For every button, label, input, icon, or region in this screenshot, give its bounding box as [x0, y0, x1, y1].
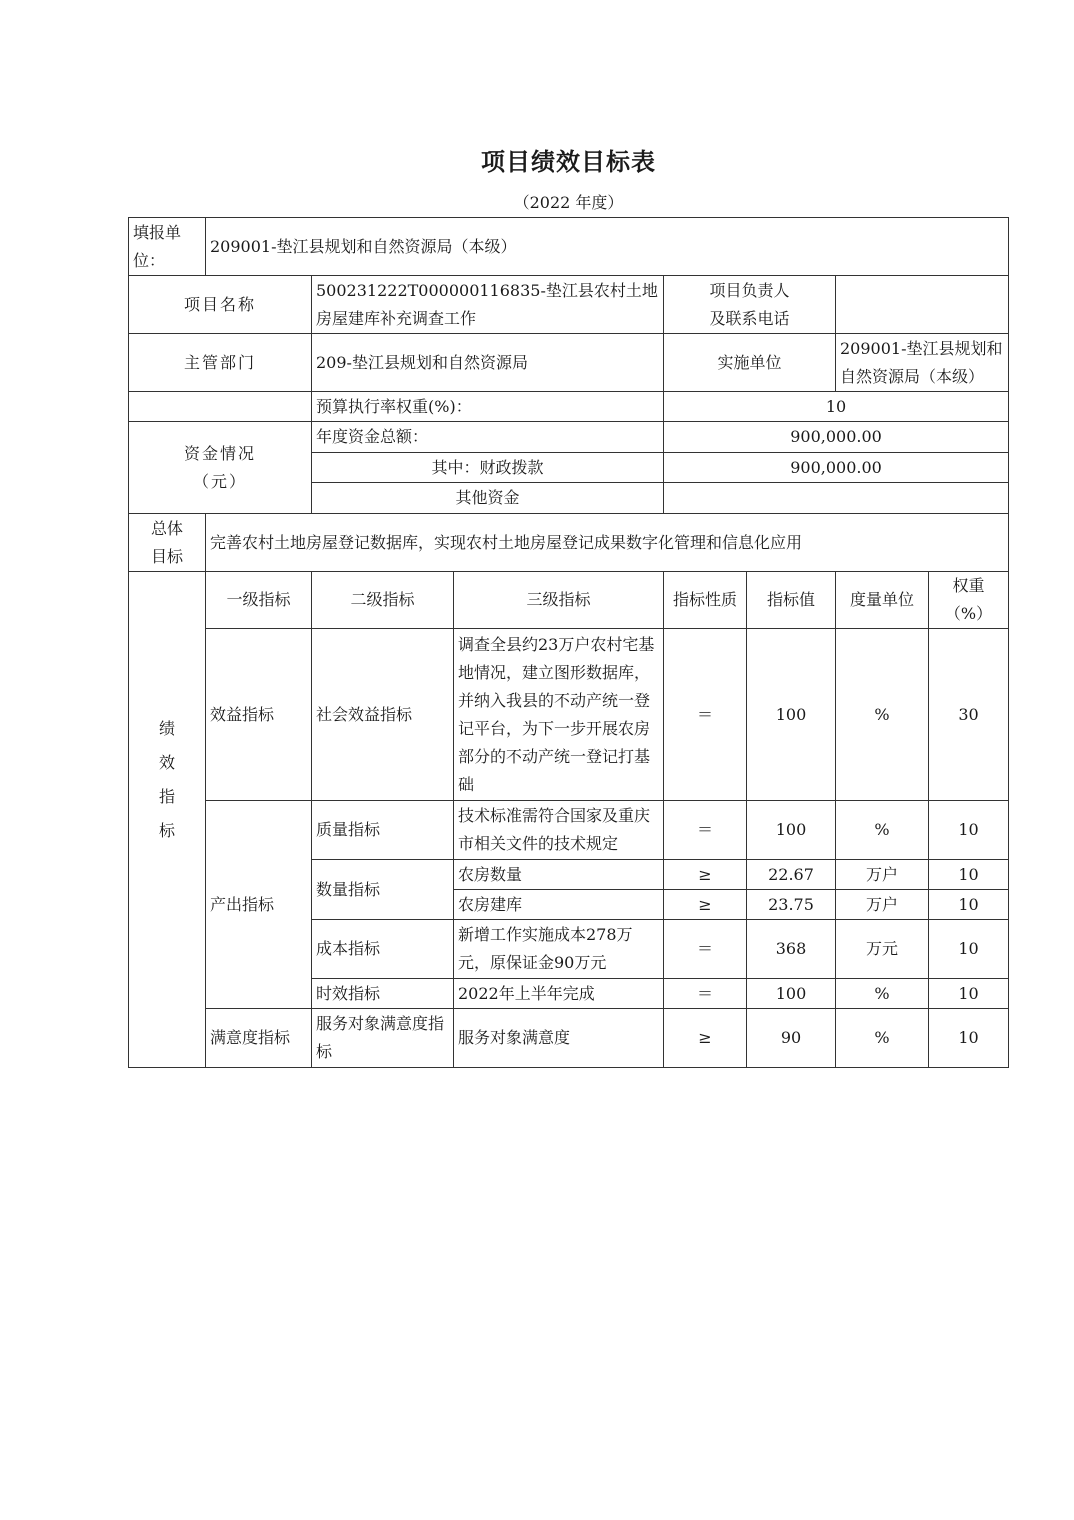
funds-total-label: 年度资金总额：	[312, 422, 664, 453]
reporting-unit-value: 209001-垫江县规划和自然资源局（本级）	[206, 218, 1009, 276]
table-row	[129, 801, 1009, 860]
header-weight: 权重（%）	[929, 572, 1009, 629]
indicator-value: 100	[747, 629, 836, 801]
indicator-l1: 产出指标	[206, 801, 312, 1009]
indicator-weight: 10	[929, 801, 1009, 860]
funds-fiscal-label: 其中：财政拨款	[312, 453, 664, 483]
reporting-unit-row	[129, 218, 1009, 276]
department-row	[129, 334, 1009, 392]
funds-total-value: 900,000.00	[664, 422, 1009, 453]
funds-other-label: 其他资金	[312, 483, 664, 514]
reporting-unit-label: 填报单位：	[129, 218, 206, 276]
indicator-weight: 30	[929, 629, 1009, 801]
header-l1: 一级指标	[206, 572, 312, 629]
indicator-l3: 2022年上半年完成	[454, 979, 664, 1009]
header-l2: 二级指标	[312, 572, 454, 629]
indicator-nature: ＝	[664, 920, 747, 979]
funds-fiscal-value: 900,000.00	[664, 453, 1009, 483]
indicator-unit: %	[836, 979, 929, 1009]
indicator-section-label: 绩效指标	[129, 572, 206, 1068]
indicator-unit: 万户	[836, 860, 929, 890]
project-row	[129, 276, 1009, 334]
overall-goal-label: 总体目标	[129, 514, 206, 572]
implementing-unit-label: 实施单位	[664, 334, 836, 392]
department-value: 209-垫江县规划和自然资源局	[312, 334, 664, 392]
header-l3: 三级指标	[454, 572, 664, 629]
indicator-nature: ＝	[664, 801, 747, 860]
indicator-l2: 社会效益指标	[312, 629, 454, 801]
indicator-l3: 服务对象满意度	[454, 1009, 664, 1068]
indicator-value: 368	[747, 920, 836, 979]
funds-label: 资金情况（元）	[129, 422, 312, 514]
indicator-l2: 服务对象满意度指标	[312, 1009, 454, 1068]
budget-rate-blank	[129, 392, 312, 422]
indicator-value: 100	[747, 801, 836, 860]
indicator-l3: 调查全县约23万户农村宅基地情况，建立图形数据库，并纳入我县的不动产统一登记平台，为下一步开展农房部分的不动产统一登记打基础	[454, 629, 664, 801]
indicator-nature: ≥	[664, 1009, 747, 1068]
indicator-l1: 效益指标	[206, 629, 312, 801]
indicator-weight: 10	[929, 890, 1009, 920]
indicator-l3: 农房数量	[454, 860, 664, 890]
indicator-header-row	[129, 572, 1009, 629]
implementing-unit-value: 209001-垫江县规划和自然资源局（本级）	[836, 334, 1009, 392]
overall-goal-value: 完善农村土地房屋登记数据库，实现农村土地房屋登记成果数字化管理和信息化应用	[206, 514, 1009, 572]
department-label: 主管部门	[129, 334, 312, 392]
indicator-weight: 10	[929, 979, 1009, 1009]
header-nature: 指标性质	[664, 572, 747, 629]
performance-target-table	[128, 217, 1009, 1068]
indicator-nature: ≥	[664, 860, 747, 890]
funds-total-row	[129, 422, 1009, 453]
budget-rate-row	[129, 392, 1009, 422]
indicator-l3: 新增工作实施成本278万元，原保证金90万元	[454, 920, 664, 979]
indicator-l2: 数量指标	[312, 860, 454, 920]
indicator-unit: 万元	[836, 920, 929, 979]
indicator-unit: %	[836, 801, 929, 860]
project-leader-label: 项目负责人及联系电话	[664, 276, 836, 334]
indicator-value: 23.75	[747, 890, 836, 920]
report-year: （2022 年度）	[513, 193, 624, 212]
indicator-unit: %	[836, 629, 929, 801]
indicator-value: 100	[747, 979, 836, 1009]
indicator-nature: ＝	[664, 979, 747, 1009]
budget-rate-label: 预算执行率权重(%)：	[312, 392, 664, 422]
indicator-weight: 10	[929, 920, 1009, 979]
page-title: 项目绩效目标表	[481, 147, 656, 176]
indicator-value: 22.67	[747, 860, 836, 890]
header-value: 指标值	[747, 572, 836, 629]
indicator-l1: 满意度指标	[206, 1009, 312, 1068]
indicator-l3: 农房建库	[454, 890, 664, 920]
budget-rate-value: 10	[664, 392, 1009, 422]
indicator-value: 90	[747, 1009, 836, 1068]
indicator-unit: %	[836, 1009, 929, 1068]
indicator-nature: ＝	[664, 629, 747, 801]
table-row	[129, 1009, 1009, 1068]
project-name-label: 项目名称	[129, 276, 312, 334]
indicator-weight: 10	[929, 1009, 1009, 1068]
overall-goal-row	[129, 514, 1009, 572]
indicator-l2: 时效指标	[312, 979, 454, 1009]
indicator-l3: 技术标准需符合国家及重庆市相关文件的技术规定	[454, 801, 664, 860]
indicator-l2: 质量指标	[312, 801, 454, 860]
indicator-unit: 万户	[836, 890, 929, 920]
indicator-weight: 10	[929, 860, 1009, 890]
funds-other-value	[664, 483, 1009, 514]
indicator-l2: 成本指标	[312, 920, 454, 979]
indicator-nature: ≥	[664, 890, 747, 920]
table-row	[129, 629, 1009, 801]
project-leader-value	[836, 276, 1009, 334]
project-name-value: 500231222T000000116835-垫江县农村土地房屋建库补充调查工作	[312, 276, 664, 334]
header-unit: 度量单位	[836, 572, 929, 629]
